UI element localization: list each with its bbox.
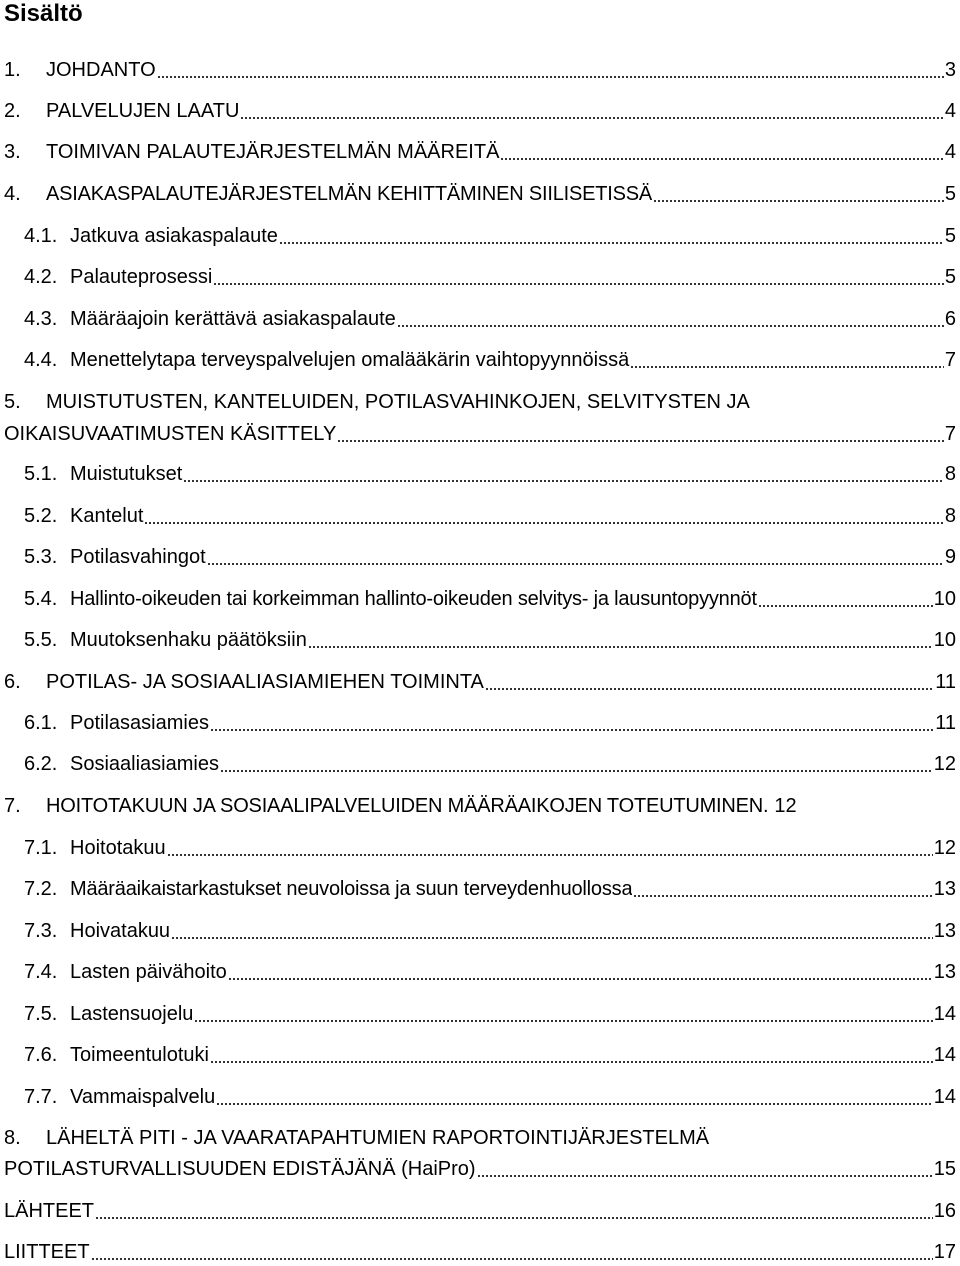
dot-leader [477, 1156, 933, 1178]
toc-page-number: 6 [944, 308, 956, 330]
toc-label: Vammaispalvelu [70, 1086, 216, 1108]
toc-page-number: 17 [933, 1241, 956, 1263]
dot-leader [633, 876, 932, 898]
toc-label: Lasten päivähoito [70, 961, 227, 983]
toc-label: LÄHTEET [4, 1200, 95, 1222]
dot-leader [183, 461, 944, 483]
dot-leader [144, 503, 943, 525]
toc-entry[interactable] [4, 420, 956, 448]
dot-leader [500, 139, 943, 161]
dot-leader [220, 751, 933, 773]
dot-leader [95, 1198, 933, 1220]
dot-leader [653, 181, 944, 203]
dot-leader [758, 586, 933, 608]
toc-entry[interactable] [4, 97, 956, 125]
dot-leader [228, 959, 933, 981]
dot-leader [485, 669, 934, 691]
toc-number: 6. [4, 671, 21, 693]
toc-label: LÄHELTÄ PITI - JA VAARATAPAHTUMIEN RAPORTOINTIJÄRJESTELMÄ [46, 1127, 710, 1149]
toc-entry[interactable] [24, 1083, 956, 1111]
toc-label: Toimeentulotuki [70, 1044, 209, 1066]
toc-label: ASIAKASPALAUTEJÄRJESTELMÄN KEHITTÄMINEN SIILISETISSÄ [46, 183, 653, 205]
toc-number: 5.1. [24, 463, 58, 485]
toc-number: 7.6. [24, 1044, 58, 1066]
toc-entry[interactable] [24, 263, 956, 291]
toc-label: Sosiaaliasiamies [70, 753, 219, 775]
toc-number: 7.2. [24, 878, 58, 900]
dot-leader [91, 1239, 933, 1261]
toc-entry[interactable] [4, 56, 956, 84]
toc-page-number: 12 [933, 753, 956, 775]
toc-number: 7.5. [24, 1003, 58, 1025]
toc-page-number: 8 [944, 463, 956, 485]
toc-number: 8. [4, 1127, 21, 1149]
toc-entry[interactable] [24, 875, 956, 903]
toc-entry[interactable] [24, 222, 956, 250]
toc-entry[interactable] [4, 792, 956, 820]
toc-label: TOIMIVAN PALAUTEJÄRJESTELMÄN MÄÄREITÄ [46, 141, 500, 163]
dot-leader [157, 57, 944, 79]
toc-number: 6.2. [24, 753, 58, 775]
toc-number: 4.4. [24, 349, 58, 371]
toc-label: MUISTUTUSTEN, KANTELUIDEN, POTILASVAHINKOJEN, SELVITYSTEN JA [46, 391, 750, 413]
toc-label: HOITOTAKUUN JA SOSIAALIPALVELUIDEN MÄÄRÄAIKOJEN TOTEUTUMINEN. [46, 795, 769, 817]
toc-number: 4.2. [24, 266, 58, 288]
toc-page-number: 4 [944, 100, 956, 122]
dot-leader [397, 306, 944, 328]
toc-page-number: 5 [944, 266, 956, 288]
toc-page-number: 10 [933, 588, 956, 610]
toc-number: 7.4. [24, 961, 58, 983]
toc-page-number: 11 [935, 712, 956, 734]
toc-label: PALVELUJEN LAATU [46, 100, 240, 122]
toc-page-number: 12 [774, 795, 797, 817]
toc-number: 5.3. [24, 546, 58, 568]
toc-page-number: 15 [933, 1158, 956, 1180]
toc-entry[interactable] [24, 709, 956, 737]
toc-label: Hallinto-oikeuden tai korkeimman hallinto-oikeuden selvitys- ja lausuntopyynnöt [70, 588, 757, 610]
toc-entry[interactable] [24, 460, 956, 488]
toc-entry[interactable] [24, 502, 956, 530]
toc-number: 7.3. [24, 920, 58, 942]
toc-entry[interactable] [24, 834, 956, 862]
toc-label: Hoivatakuu [70, 920, 171, 942]
toc-number: 4. [4, 183, 21, 205]
dot-leader [240, 98, 943, 120]
toc-label: Kantelut [70, 505, 144, 527]
toc-label: Muistutukset [70, 463, 183, 485]
toc-entry[interactable] [24, 750, 956, 778]
dot-leader [630, 347, 944, 369]
dot-leader [171, 918, 933, 940]
dot-leader [210, 710, 934, 732]
toc-entry[interactable] [24, 958, 956, 986]
toc-entry[interactable] [24, 305, 956, 333]
toc-page-number: 14 [933, 1003, 956, 1025]
toc-entry[interactable] [24, 917, 956, 945]
toc-number: 5. [4, 391, 21, 413]
toc-entry[interactable] [4, 138, 956, 166]
toc-number: 7.7. [24, 1086, 58, 1108]
dot-leader [210, 1042, 933, 1064]
toc-label: Lastensuojelu [70, 1003, 194, 1025]
toc-number: 7.1. [24, 837, 58, 859]
toc-entry[interactable] [4, 668, 956, 696]
toc-entry[interactable] [24, 1000, 956, 1028]
toc-page-number: 3 [944, 59, 956, 81]
toc-label: Potilasasiamies [70, 712, 209, 734]
toc-page-number: 11 [935, 671, 956, 693]
toc-label: Hoitotakuu [70, 837, 166, 859]
toc-label: Muutoksenhaku päätöksiin [70, 629, 307, 651]
page-title: Sisältö [4, 0, 83, 27]
toc-number: 1. [4, 59, 21, 81]
toc-page-number: 14 [933, 1044, 956, 1066]
toc-page-number: 16 [933, 1200, 956, 1222]
toc-entry[interactable] [24, 585, 956, 613]
toc-entry[interactable] [24, 543, 956, 571]
dot-leader [308, 627, 933, 649]
toc-page-number: 7 [944, 349, 956, 371]
toc-number: 6.1. [24, 712, 58, 734]
toc-entry[interactable] [4, 1155, 956, 1183]
toc-page-number: 8 [944, 505, 956, 527]
toc-label: POTILAS- JA SOSIAALIASIAMIEHEN TOIMINTA [46, 671, 484, 693]
toc-page-number: 7 [944, 423, 956, 445]
toc-page-number: 5 [944, 225, 956, 247]
toc-page-number: 4 [944, 141, 956, 163]
toc-entry-first-line[interactable] [4, 1124, 956, 1152]
toc-label-continued: POTILASTURVALLISUUDEN EDISTÄJÄNÄ (HaiPro) [4, 1158, 476, 1180]
dot-leader [167, 835, 933, 857]
dot-leader [216, 1084, 933, 1106]
toc-entry-first-line[interactable] [4, 388, 956, 416]
toc-page-number: 10 [933, 629, 956, 651]
toc-page-number: 12 [933, 837, 956, 859]
toc-page-number: 13 [933, 878, 956, 900]
toc-label: Määräajoin kerättävä asiakaspalaute [70, 308, 396, 330]
toc-label: Menettelytapa terveyspalvelujen omalääkärin vaihtopyynnöissä [70, 349, 630, 371]
dot-leader [194, 1001, 932, 1023]
toc-number: 5.4. [24, 588, 58, 610]
toc-number: 5.2. [24, 505, 58, 527]
dot-leader [207, 544, 944, 566]
toc-page-number: 5 [944, 183, 956, 205]
dot-leader [279, 223, 944, 245]
toc-entry[interactable] [24, 346, 956, 374]
toc-number: 7. [4, 795, 21, 817]
toc-label: Määräaikaistarkastukset neuvoloissa ja suun terveydenhuollossa [70, 878, 633, 900]
toc-label: Palauteprosessi [70, 266, 213, 288]
toc-number: 2. [4, 100, 21, 122]
toc-page-number: 9 [944, 546, 956, 568]
toc-page-number: 13 [933, 961, 956, 983]
toc-entry[interactable] [24, 1041, 956, 1069]
toc-label: LIITTEET [4, 1241, 90, 1263]
toc-label: Potilasvahingot [70, 546, 206, 568]
toc-number: 4.3. [24, 308, 58, 330]
toc-number: 5.5. [24, 629, 58, 651]
toc-entry[interactable] [4, 180, 956, 208]
toc-page-number: 14 [933, 1086, 956, 1108]
toc-page-number: 13 [933, 920, 956, 942]
toc-label: JOHDANTO [46, 59, 156, 81]
toc-label-continued: OIKAISUVAATIMUSTEN KÄSITTELY [4, 423, 337, 445]
toc-entry[interactable] [4, 1197, 956, 1225]
toc-entry[interactable] [4, 1238, 956, 1266]
toc-number: 3. [4, 141, 21, 163]
dot-leader [337, 421, 944, 443]
dot-leader [213, 264, 944, 286]
toc-label: Jatkuva asiakaspalaute [70, 225, 278, 247]
toc-number: 4.1. [24, 225, 58, 247]
toc-entry[interactable] [24, 626, 956, 654]
